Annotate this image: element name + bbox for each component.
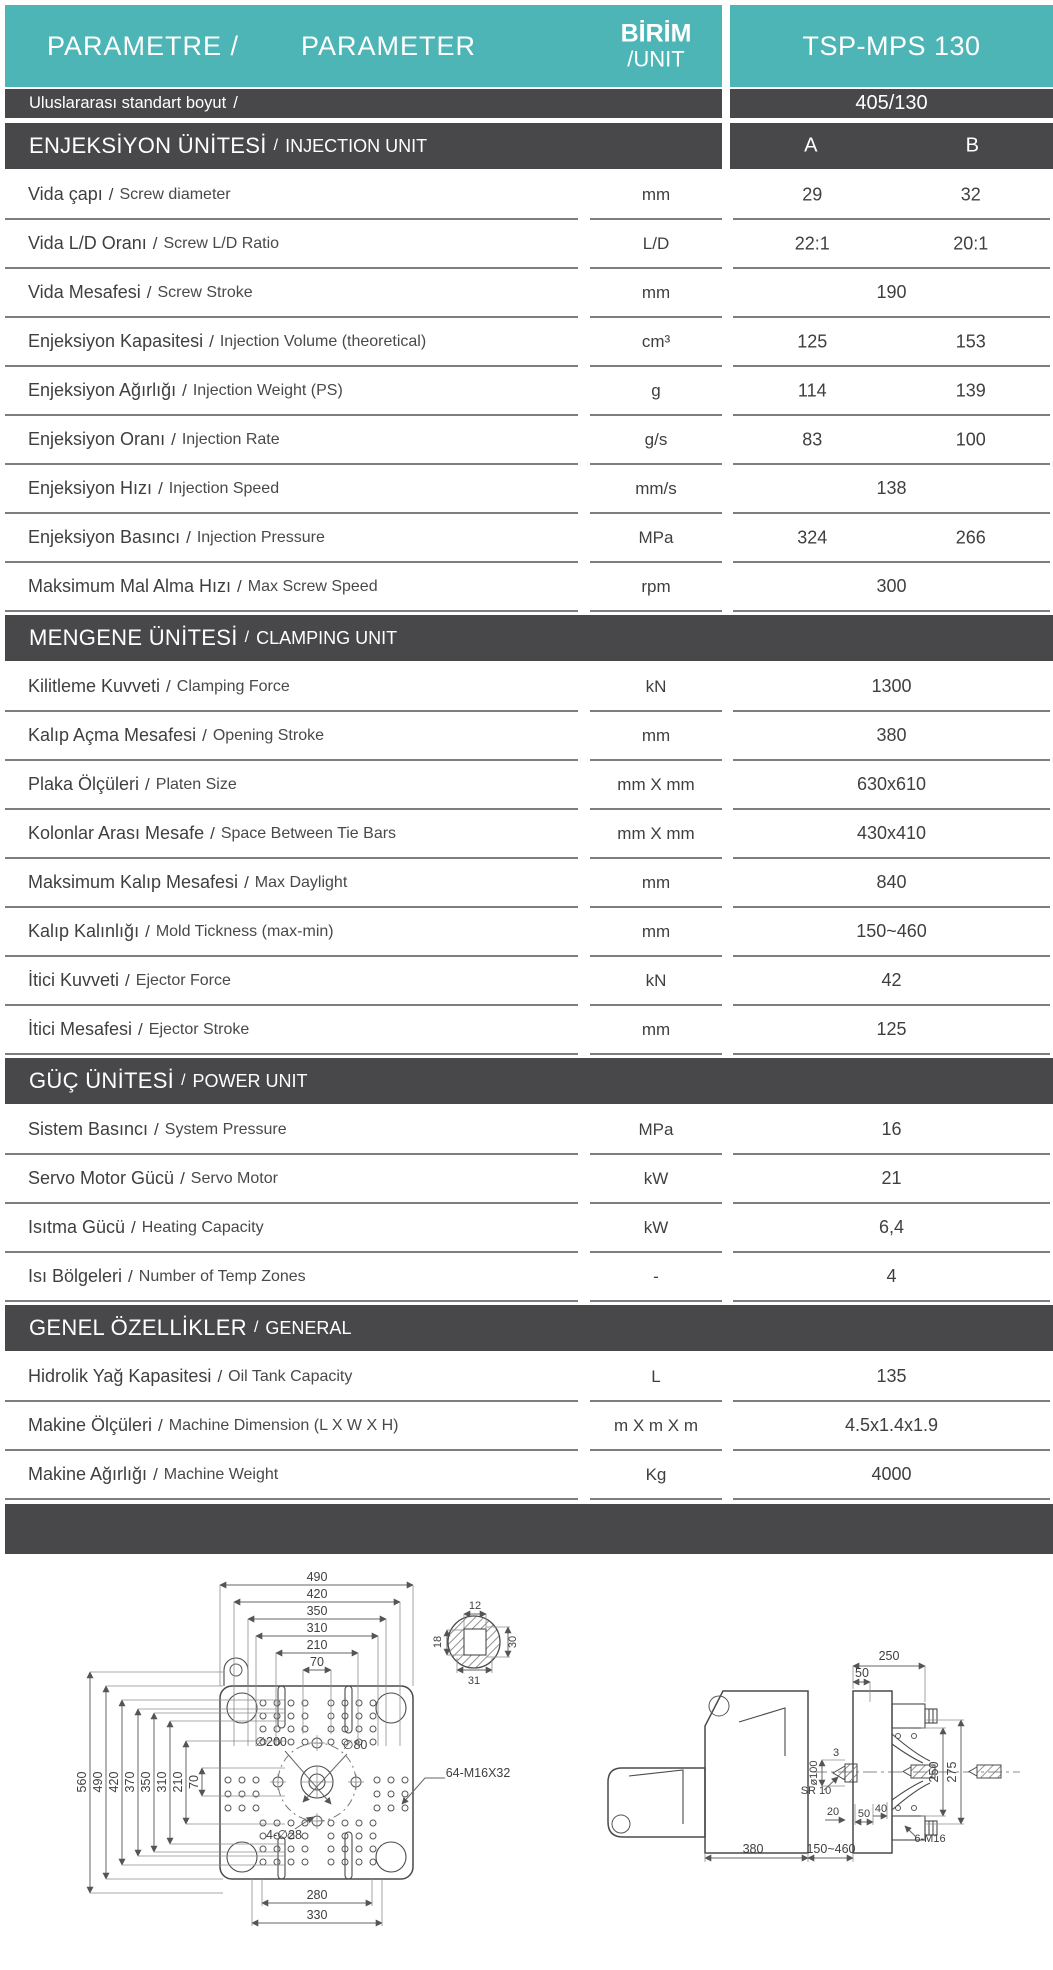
param-label: Makine Ağırlığı / Machine Weight: [5, 1451, 578, 1500]
param-label: Vida çapı / Screw diameter: [5, 171, 578, 220]
dim-label: 20: [826, 1806, 840, 1818]
unit-cell: kN: [590, 957, 722, 1006]
param-label: Kolonlar Arası Mesafe / Space Between Tie Bars: [5, 810, 578, 859]
dim-label: 50: [857, 1808, 871, 1820]
spec-row: [5, 761, 1053, 810]
column-a-label: A: [804, 134, 818, 157]
header-unit: BİRİM /UNIT: [620, 19, 692, 72]
value-b: 139: [955, 380, 986, 400]
spec-row: [5, 318, 1053, 367]
unit-cell: mm: [590, 712, 722, 761]
size-rating-row: [5, 89, 1053, 118]
param-label: Kalıp Kalınlığı / Mold Tickness (max-min): [5, 908, 578, 957]
value-span: 125: [876, 1019, 907, 1039]
param-label: Hidrolik Yağ Kapasitesi / Oil Tank Capacity: [5, 1353, 578, 1402]
section-header-injection: ENJEKSİYON ÜNİTESİ / INJECTION UNIT A B: [5, 123, 1053, 169]
unit-cell: L/D: [590, 220, 722, 269]
value-b: 20:1: [953, 233, 989, 253]
param-label: Enjeksiyon Basıncı / Injection Pressure: [5, 514, 578, 563]
dim-label: 350: [306, 1604, 328, 1618]
header-parameter-tr: PARAMETRE /: [47, 30, 240, 61]
param-label: Enjeksiyon Oranı / Injection Rate: [5, 416, 578, 465]
unit-cell: MPa: [590, 1106, 722, 1155]
header-parameter-block: [5, 5, 722, 87]
dim-label: 310: [155, 1771, 169, 1793]
param-label: Enjeksiyon Hızı / Injection Speed: [5, 465, 578, 514]
param-label: Maksimum Kalıp Mesafesi / Max Daylight: [5, 859, 578, 908]
unit-cell: kW: [590, 1204, 722, 1253]
dim-label: ∅80: [342, 1738, 368, 1752]
param-label: İtici Kuvveti / Ejector Force: [5, 957, 578, 1006]
value-span: 4000: [871, 1464, 912, 1484]
param-label: Sistem Basıncı / System Pressure: [5, 1106, 578, 1155]
spec-row: [5, 712, 1053, 761]
value-span: 6,4: [878, 1217, 905, 1237]
dim-label: 12: [468, 1600, 482, 1612]
dim-label: 350: [139, 1771, 153, 1793]
spec-row: [5, 810, 1053, 859]
value-span: 135: [876, 1366, 907, 1386]
unit-cell: m X m X m: [590, 1402, 722, 1451]
unit-cell: mm X mm: [590, 810, 722, 859]
value-a: 324: [797, 527, 828, 547]
dim-label: 420: [107, 1771, 121, 1793]
dim-label: 380: [742, 1842, 764, 1856]
param-label: Isı Bölgeleri / Number of Temp Zones: [5, 1253, 578, 1302]
unit-cell: cm³: [590, 318, 722, 367]
dim-label: 4-∅28: [266, 1828, 302, 1842]
value-a: 114: [797, 380, 827, 400]
unit-cell: mm/s: [590, 465, 722, 514]
value-span: 4.5x1.4x1.9: [844, 1415, 939, 1435]
spec-row: [5, 1204, 1053, 1253]
column-b-label: B: [965, 134, 979, 157]
dim-label: 70: [310, 1655, 324, 1669]
dim-label: 150~460: [806, 1842, 856, 1856]
dim-label: 250: [927, 1761, 941, 1783]
nozzle: [833, 1766, 845, 1780]
value-b: 266: [955, 527, 986, 547]
value-span: 4: [886, 1266, 897, 1286]
dim-label: 490: [91, 1771, 105, 1793]
spec-row: [5, 1006, 1053, 1055]
spec-row: [5, 269, 1053, 318]
section-header-clamping: MENGENE ÜNİTESİ / CLAMPING UNIT: [5, 615, 1053, 661]
unit-cell: rpm: [590, 563, 722, 612]
value-span: 190: [876, 282, 907, 302]
spec-row: [5, 1253, 1053, 1302]
dim-label: 210: [306, 1638, 328, 1652]
value-span: 42: [881, 970, 902, 990]
unit-cell: g/s: [590, 416, 722, 465]
param-label: Makine Ölçüleri / Machine Dimension (L X W X H): [5, 1402, 578, 1451]
spec-row: [5, 367, 1053, 416]
unit-cell: mm: [590, 1006, 722, 1055]
machine-base: [608, 1768, 705, 1837]
value-a: 125: [797, 331, 828, 351]
dim-label: 560: [75, 1771, 89, 1793]
dim-label: 30: [507, 1635, 519, 1649]
dim-label: 3: [832, 1747, 840, 1759]
dim-label: 64-M16X32: [445, 1766, 511, 1780]
dim-label: 250: [878, 1649, 900, 1663]
dim-label: 31: [467, 1675, 481, 1687]
dim-label: ∅200: [255, 1735, 287, 1749]
spec-row: [5, 1402, 1053, 1451]
unit-cell: Kg: [590, 1451, 722, 1500]
section-header-power: GÜÇ ÜNİTESİ / POWER UNIT: [5, 1058, 1053, 1104]
dim-label: 40: [874, 1803, 888, 1815]
unit-cell: mm: [590, 859, 722, 908]
spec-row: [5, 1353, 1053, 1402]
size-rating-label: Uluslararası standart boyut / international size rating: [5, 89, 722, 118]
value-span: 150~460: [856, 921, 927, 941]
unit-cell: mm: [590, 171, 722, 220]
unit-cell: kN: [590, 663, 722, 712]
dim-label: 18: [432, 1635, 444, 1649]
unit-cell: mm X mm: [590, 761, 722, 810]
dim-label: 210: [171, 1771, 185, 1793]
spec-row: [5, 514, 1053, 563]
value-a: 83: [802, 429, 823, 449]
dim-label: SR 10: [800, 1785, 832, 1797]
spec-row: [5, 1106, 1053, 1155]
footer-bar: [5, 1504, 1053, 1554]
spec-row: [5, 465, 1053, 514]
spec-row: [5, 563, 1053, 612]
column-ab-header: [730, 123, 1053, 169]
unit-cell: mm: [590, 269, 722, 318]
value-span: 630x610: [856, 774, 927, 794]
spec-row: [5, 663, 1053, 712]
dim-label: 330: [306, 1908, 328, 1922]
param-label: Isıtma Gücü / Heating Capacity: [5, 1204, 578, 1253]
unit-cell: mm: [590, 908, 722, 957]
dim-label: 280: [306, 1888, 328, 1902]
value-a: 22:1: [794, 233, 830, 253]
param-label: Servo Motor Gücü / Servo Motor: [5, 1155, 578, 1204]
dim-label: 420: [306, 1587, 328, 1601]
front-view-drawing: [0, 1554, 525, 1970]
value-span: 1300: [871, 676, 912, 696]
dim-label: ø100: [808, 1760, 820, 1786]
param-label: Maksimum Mal Alma Hızı / Max Screw Speed: [5, 563, 578, 612]
value-span: 430x410: [856, 823, 927, 843]
dim-label: 490: [306, 1570, 328, 1584]
value-span: 138: [876, 478, 907, 498]
unit-cell: g: [590, 367, 722, 416]
param-label: Enjeksiyon Ağırlığı / Injection Weight (PS): [5, 367, 578, 416]
dim-label: 50: [855, 1666, 869, 1680]
dim-label: 275: [945, 1761, 959, 1783]
value-span: 380: [876, 725, 907, 745]
header-model: TSP-MPS 130: [730, 5, 1053, 87]
param-label: İtici Mesafesi / Ejector Stroke: [5, 1006, 578, 1055]
spec-row: [5, 1155, 1053, 1204]
spec-row: [5, 1451, 1053, 1500]
unit-cell: L: [590, 1353, 722, 1402]
side-view-drawing: [525, 1554, 1048, 1970]
value-b: 100: [955, 429, 986, 449]
spec-row: [5, 908, 1053, 957]
value-b: 32: [960, 184, 981, 204]
value-span: 840: [876, 872, 907, 892]
value-span: 16: [881, 1119, 902, 1139]
param-label: Plaka Ölçüleri / Platen Size: [5, 761, 578, 810]
size-rating-value: 405/130: [730, 89, 1053, 118]
spec-row: [5, 416, 1053, 465]
spec-sheet: [5, 5, 1053, 1554]
unit-cell: kW: [590, 1155, 722, 1204]
tie-bar-detail: [432, 1600, 519, 1687]
value-a: 29: [802, 184, 823, 204]
dim-label: 6-M16: [914, 1833, 946, 1845]
spec-row: [5, 171, 1053, 220]
param-label: Kalıp Açma Mesafesi / Opening Stroke: [5, 712, 578, 761]
unit-cell: MPa: [590, 514, 722, 563]
param-label: Vida Mesafesi / Screw Stroke: [5, 269, 578, 318]
dim-label: 310: [306, 1621, 328, 1635]
technical-drawings: [0, 1554, 1048, 1970]
lifting-lug: [224, 1658, 248, 1686]
moving-platen-assembly: [705, 1691, 808, 1853]
section-header-general: GENEL ÖZELLİKLER / GENERAL: [5, 1305, 1053, 1351]
spec-row: [5, 220, 1053, 269]
dim-label: 370: [123, 1771, 137, 1793]
header-parameter-en: PARAMETER: [301, 30, 477, 61]
param-label: Vida L/D Oranı / Screw L/D Ratio: [5, 220, 578, 269]
dim-label: 70: [187, 1775, 201, 1789]
value-b: 153: [955, 331, 986, 351]
table-header: [5, 5, 1053, 87]
unit-cell: -: [590, 1253, 722, 1302]
spec-row: [5, 957, 1053, 1006]
param-label: Enjeksiyon Kapasitesi / Injection Volume (theoretical): [5, 318, 578, 367]
value-span: 21: [881, 1168, 902, 1188]
value-span: 300: [876, 576, 907, 596]
spec-row: [5, 859, 1053, 908]
param-label: Kilitleme Kuvveti / Clamping Force: [5, 663, 578, 712]
